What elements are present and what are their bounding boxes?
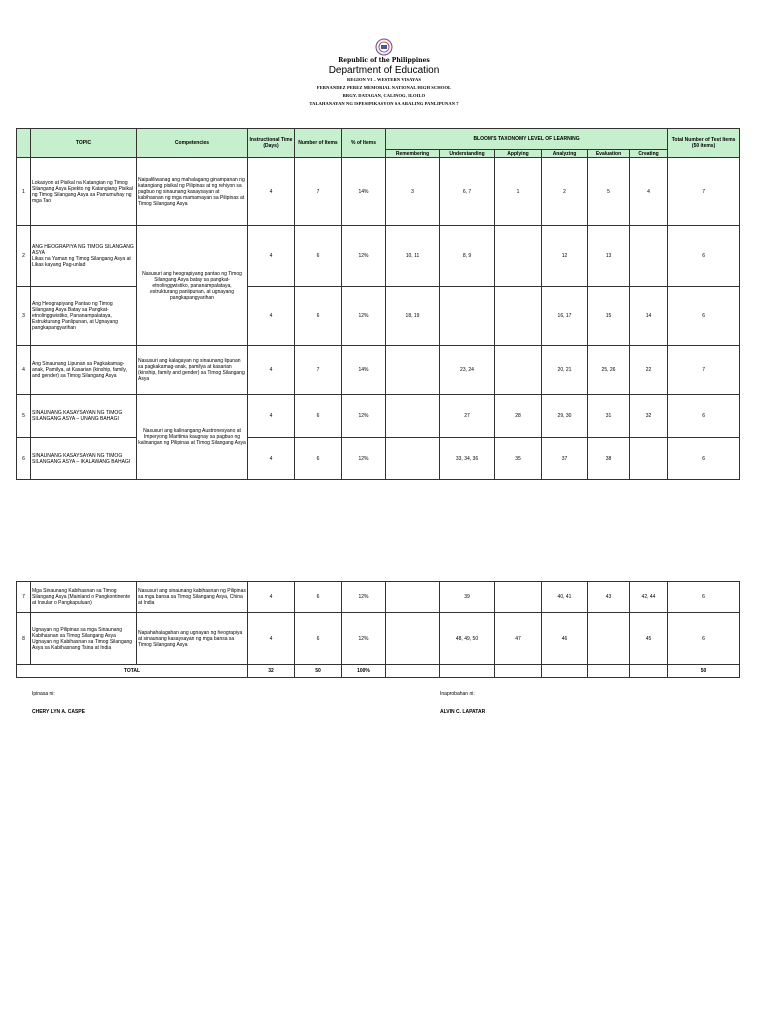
header-percent: % of Items bbox=[342, 129, 386, 158]
header-total: Total Number of Test Items (50 items) bbox=[668, 129, 740, 158]
specification-table-top bbox=[16, 128, 740, 480]
table-row: 6 SINAUNANG KASAYSAYAN NG TIMOG SILANGANG ASYA – IKALAWANG BAHAGI 4 6 12% 33, 34, 36 35 37 38 6 bbox=[17, 438, 740, 480]
region-line: REGION VI – WESTERN VISAYAS bbox=[347, 77, 421, 82]
header-number bbox=[17, 129, 31, 158]
merged-competency-5-6: Nasusuri ang kalinangang Austronesyano at Imperyong Maritima kaugnay sa pagbuo ng kalinangan ng Pilipinas at Timog Silangang Asya bbox=[137, 395, 248, 480]
deped-seal-icon bbox=[373, 38, 395, 56]
prepared-by-name: CHERY LYN A. CASPE bbox=[32, 709, 85, 715]
table-row: 8 Ugnayan ng Pilipinas sa mga Sinaunang Kabihasnan sa Timog Silangang Asya Ugnayan ng Kabihasnan sa Timog Silangang Asya sa Kabihasnang Tsina at India Napahahalagahan ang ugnayan ng heograpiya at sinaunang kasaysayan ng mga bansa sa Timog Silangang Asya 4 6 12% 48, 49, 50 47 46 45 6 bbox=[17, 613, 740, 665]
total-percent: 100% bbox=[342, 665, 386, 678]
header-evaluation: Evaluation bbox=[588, 150, 630, 158]
totals-row bbox=[17, 665, 740, 678]
table-title: TALAHANAYAN NG ISPESIPIKASYON SA ARALING PANLIPUNAN 7 bbox=[309, 101, 459, 106]
table-row: 4 Ang Sinaunang Lipunan sa Pagkakamag-anak, Pamilya, at Kasarian (kinship, family, and gender) sa Timog Silangang Asya Nasusuri ang kalagayan ng sinaunang lipunan sa pagkakamag-anak, pamilya at kasarian (kinship, family and gender) sa Timog Silangang Asya 4 7 14% 23, 24 20, 21 25, 26 22 7 bbox=[17, 346, 740, 395]
header-creating: Creating bbox=[630, 150, 668, 158]
total-test-items: 50 bbox=[668, 665, 740, 678]
total-time: 32 bbox=[248, 665, 295, 678]
header-blooms: BLOOM'S TAXONOMY LEVEL OF LEARNING bbox=[386, 129, 668, 150]
table-row: 5 SINAUNANG KASAYSAYAN NG TIMOG SILANGANG ASYA – UNANG BAHAGI Nasusuri ang kalinangang Austronesyano at Imperyong Maritima kaugnay sa pagbuo ng kalinangan ng Pilipinas at Timog Silangang Asya 4 6 12% 27 28 29, 30 31 32 6 bbox=[17, 395, 740, 438]
specification-table-bottom bbox=[16, 581, 740, 678]
school-line: FERNANDEZ PEREZ MEMORIAL NATIONAL HIGH SCHOOL bbox=[316, 85, 452, 90]
header-analyzing: Analyzing bbox=[542, 150, 588, 158]
header-time: Instructional Time (Days) bbox=[248, 129, 295, 158]
table-row: 2 ANG HEOGRAPIYA NG TIMOG SILANGANG ASYA Likas na Yaman ng Timog Silangang Asya at Likas kayang Pag-unlad Nasusuri ang heograpiyang pantao ng Timog Silangang Asya batay sa pangkat-etnolinggwistiko, pananampalataya, estrukturang panlipunan, at ugnayang pangkapangyarihan 4 6 12% 10, 11 8, 9 12 13 6 bbox=[17, 226, 740, 287]
address-line: BRGY. DATAGAN, CALINOG, ILOILO bbox=[342, 93, 426, 98]
republic-line: Republic of the Philippines bbox=[338, 57, 430, 64]
total-label: TOTAL bbox=[17, 665, 248, 678]
document-header bbox=[0, 38, 768, 108]
table-row: 7 Mga Sinaunang Kabihasnan sa Timog Silangang Asya (Mainland o Pangkontinente at Insular o Pangkapuluan) Nasusuri ang sinaunang kabihasnan ng Pilipinas sa mga bansa sa Timog Silangang Asya, China at India 4 6 12% 39 40, 41 43 42, 44 6 bbox=[17, 582, 740, 613]
table-row: 3 Ang Heograpiyang Pantao ng Timog Silangang Asya Batay sa Pangkat-etnolinggwistiko, Pananampalataya, Estrukturang Panlipunan, at Ugnayang pangkapangyarihan 4 6 12% 18, 19 16, 17 15 14 6 bbox=[17, 287, 740, 346]
header-remembering: Remembering bbox=[386, 150, 440, 158]
header-competencies: Competencies bbox=[137, 129, 248, 158]
total-items: 50 bbox=[295, 665, 342, 678]
prepared-by-label: Ipinasa ni: bbox=[32, 691, 55, 697]
header-topic: TOPIC bbox=[31, 129, 137, 158]
header-items: Number of Items bbox=[295, 129, 342, 158]
table-row: 1 Lokasyon at Pisikal na Katangian ng Timog Silangang Asya Epekto ng Katangiang Pisikal ng Timog Silangang Asya sa Pamumuhay ng mga Tao Naipaliliwanag ang mahalagang ginampanan ng katangiang pisikal ng Pilipinas at ng rehiyon sa pagbuo ng sinaunang kasaysayan at kabihasnan ng mga mamamayan sa Pilipinas at Timog Silangang Asya 4 7 14% 3 6, 7 1 2 5 4 7 bbox=[17, 158, 740, 226]
department-line: Department of Education bbox=[328, 65, 440, 76]
merged-competency-2-3: Nasusuri ang heograpiyang pantao ng Timog Silangang Asya batay sa pangkat-etnolinggwistiko, pananampalataya, estrukturang panlipunan, at ugnayang pangkapangyarihan bbox=[137, 226, 248, 346]
approved-by-label: Inaprobahan ni: bbox=[440, 691, 475, 697]
header-applying: Applying bbox=[495, 150, 542, 158]
header-understanding: Understanding bbox=[440, 150, 495, 158]
approved-by-name: ALVIN C. LAPATAR bbox=[440, 709, 486, 715]
